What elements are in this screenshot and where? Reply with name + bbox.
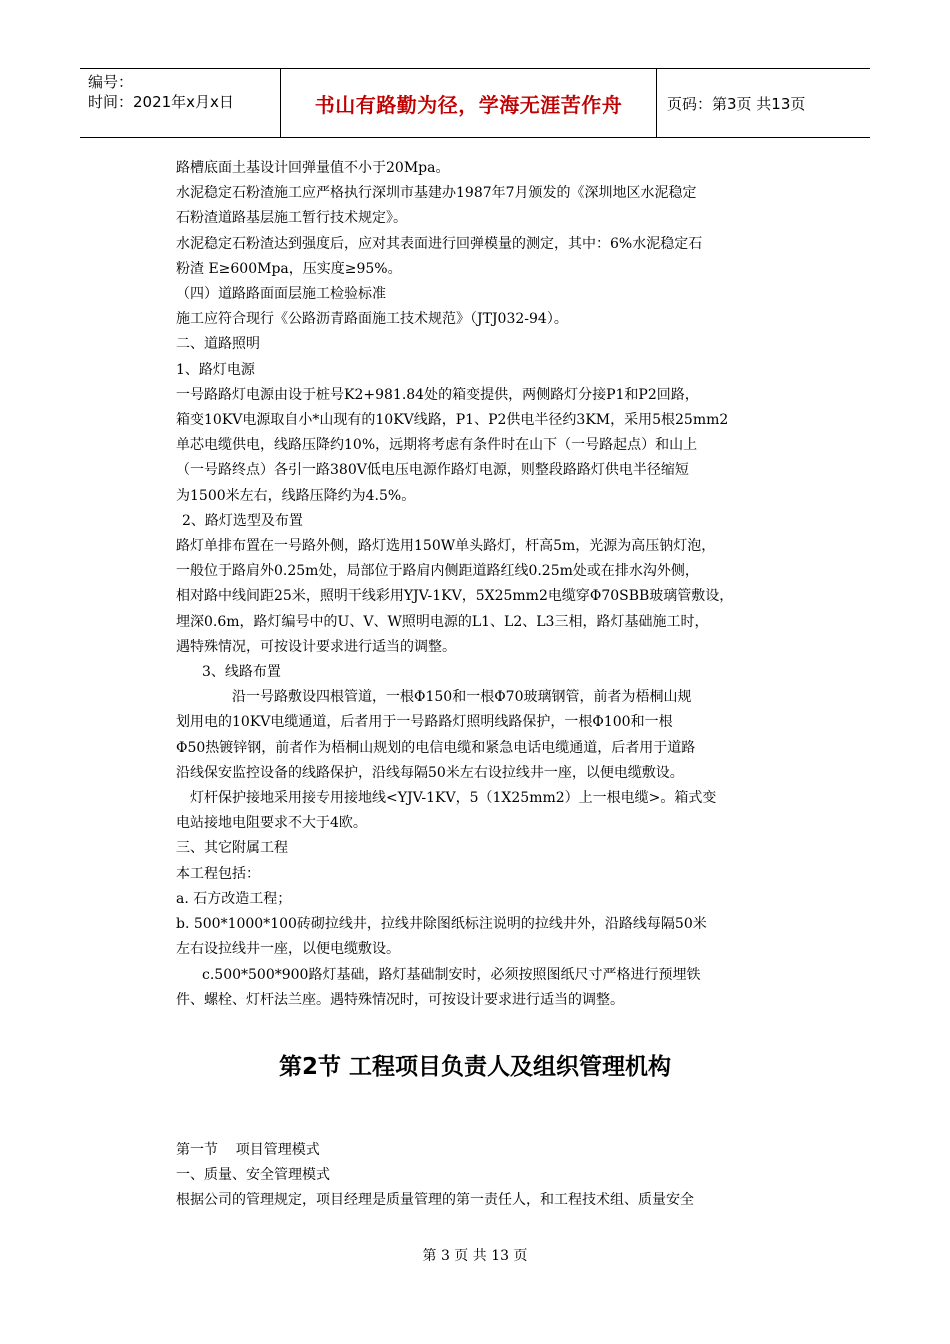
paragraph-line: 左右设拉线井一座，以便电缆敷设。 [176,941,400,958]
paragraph-line: 本工程包括： [176,865,260,882]
list-item: c.500*500*900路灯基础，路灯基础制安时，必须按照图纸尺寸严格进行预埋铁 [202,966,701,983]
paragraph-line: 灯杆保护接地采用接专用接地线<YJV-1KV，5（1X25mm2）上一根电缆>。箱式变 [190,790,717,807]
paragraph-line: 划用电的10KV电缆通道，后者用于一号路路灯照明线路保护，一根Φ100和一根 [176,714,673,731]
paragraph-line: 件、螺栓、灯杆法兰座。遇特殊情况时，可按设计要求进行适当的调整。 [176,991,624,1008]
paragraph-line: 粉渣 E≥600Mpa，压实度≥95%。 [176,260,402,277]
paragraph-line: 施工应符合现行《公路沥青路面施工技术规范》（JTJ032-94）。 [176,311,568,328]
paragraph-line: 为1500米左右，线路压降约为4.5%。 [176,487,416,504]
paragraph-line: （一号路终点）各引一路380V低电压电源作路灯电源，则整段路路灯供电半径缩短 [176,462,689,479]
header-page-info: 页码：第3页 共13页 [667,94,806,113]
document-date: 时间：2021年x月x日 [88,93,234,111]
list-item: b. 500*1000*100砖砌拉线井，拉线井除图纸标注说明的拉线井外，沿路线每隔50米 [176,916,707,933]
paragraph-line: 相对路中线间距25米，照明干线彩用YJV-1KV，5X25mm2电缆穿Φ70SBB玻璃管敷设， [176,588,734,605]
subheading: 3、线路布置 [202,664,281,681]
paragraph-line: 电站接地电阻要求不大于4欧。 [176,815,367,832]
section-body [176,1138,776,1214]
paragraph-line: 沿一号路敷设四根管道，一根Φ150和一根Φ70玻璃钢管，前者为梧桐山规 [232,689,692,706]
paragraph-line: 埋深0.6m，路灯编号中的U、V、W照明电源的L1、L2、L3三相，路灯基础施工时， [176,613,709,630]
section-title: 第2节 工程项目负责人及组织管理机构 [278,1054,671,1080]
paragraph-line: 水泥稳定石粉渣达到强度后，应对其表面进行回弹模量的测定，其中：6%水泥稳定石 [176,235,703,252]
subheading: 一、质量、安全管理模式 [176,1167,330,1184]
heading-road-lighting: 二、道路照明 [176,336,260,353]
paragraph-line: 石粉渣道路基层施工暂行技术规定》。 [176,210,407,227]
heading-other-works: 三、其它附属工程 [176,840,288,857]
paragraph-line: 遇特殊情况，可按设计要求进行适当的调整。 [176,638,456,655]
paragraph-line: 一号路路灯电源由设于桩号K2+981.84处的箱变提供，两侧路灯分接P1和P2回路， [176,386,699,403]
list-item: a. 石方改造工程； [176,890,292,907]
subheading: （四）道路路面面层施工检验标准 [176,286,386,303]
paragraph-line: Φ50热镀锌钢，前者作为梧桐山规划的电信电缆和紧急电话电缆通道，后者用于道路 [176,739,696,756]
subheading: 2、路灯选型及布置 [182,512,303,529]
paragraph-line: 根据公司的管理规定，项目经理是质量管理的第一责任人，和工程技术组、质量安全 [176,1192,694,1209]
paragraph-line: 路灯单排布置在一号路外侧，路灯选用150W单头路灯，杆高5m，光源为高压钠灯泡， [176,538,716,555]
paragraph-line: 一般位于路肩外0.25m处，局部位于路肩内侧距道路红线0.25m处或在排水沟外侧， [176,563,699,580]
subheading: 第一节 项目管理模式 [176,1142,320,1158]
document-body [176,156,776,1013]
paragraph-line: 路槽底面土基设计回弹量值不小于20Mpa。 [176,160,450,176]
page-footer: 第 3 页 共 13 页 [422,1248,528,1264]
paragraph-line: 箱变10KV电源取自小*山现有的10KV线路，P1、P2供电半径约3KM，采用5根25mm2 [176,412,729,429]
document-number-label: 编号： [88,73,134,91]
paragraph-line: 单芯电缆供电，线路压降约10%，远期将考虑有条件时在山下（一号路起点）和山上 [176,437,698,454]
subheading: 1、路灯电源 [176,361,255,378]
paragraph-line: 水泥稳定石粉渣施工应严格执行深圳市基建办1987年7月颁发的《深圳地区水泥稳定 [176,185,697,202]
page-header [80,68,870,138]
header-meta [80,69,280,137]
header-motto: 书山有路勤为径，学海无涯苦作舟 [280,69,657,137]
paragraph-line: 沿线保安监控设备的线路保护，沿线每隔50米左右设拉线井一座，以便电缆敷设。 [176,764,684,781]
